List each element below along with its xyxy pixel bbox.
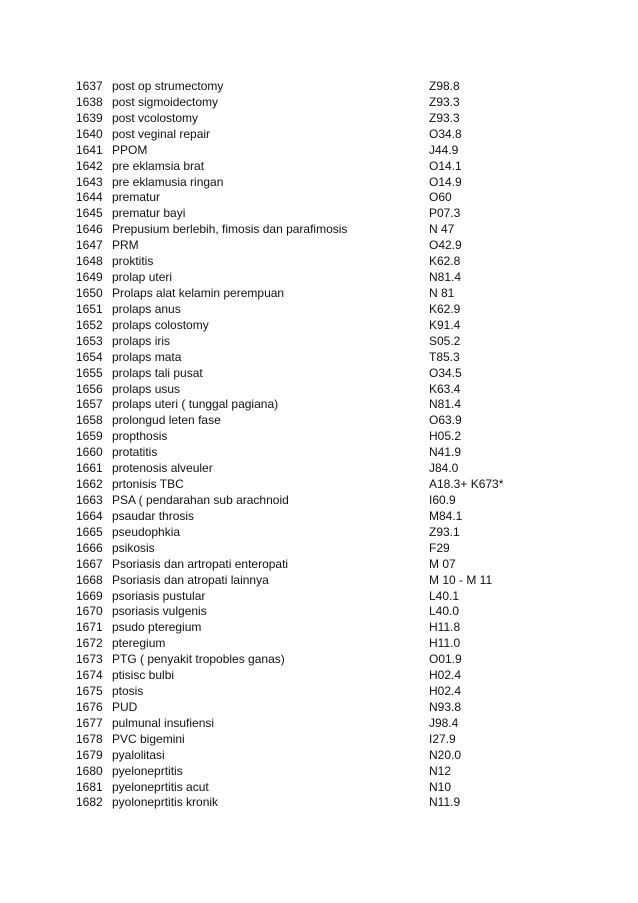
diagnosis-name: Prolaps alat kelamin perempuan (112, 285, 285, 300)
table-row (76, 382, 596, 398)
icd-code: N93.8 (429, 699, 462, 714)
row-number: 1644 (76, 190, 103, 205)
table-row (76, 413, 596, 429)
icd-code: O60 (429, 190, 452, 205)
diagnosis-name: post sigmoidectomy (112, 94, 219, 109)
row-number: 1675 (76, 684, 103, 699)
diagnosis-name: proktitis (112, 254, 154, 269)
diagnosis-name: prolaps mata (112, 349, 182, 364)
diagnosis-name: pre eklamusia ringan (112, 174, 224, 189)
diagnosis-name: protatitis (112, 445, 158, 460)
table-row (76, 573, 596, 589)
row-number: 1643 (76, 174, 103, 189)
table-row (76, 652, 596, 668)
icd-code: O14.1 (429, 158, 462, 173)
row-number: 1682 (76, 795, 103, 810)
icd-code: N10 (429, 779, 452, 794)
icd-code: T85.3 (429, 349, 460, 364)
icd-code: O42.9 (429, 238, 462, 253)
table-row (76, 222, 596, 238)
icd-code: K63.4 (429, 381, 461, 396)
table-row (76, 620, 596, 636)
row-number: 1641 (76, 142, 103, 157)
row-number: 1640 (76, 126, 103, 141)
table-row (76, 684, 596, 700)
table-row (76, 190, 596, 206)
diagnosis-name: pyalolitasi (112, 747, 165, 762)
icd-code: K62.9 (429, 301, 461, 316)
row-number: 1673 (76, 652, 103, 667)
row-number: 1666 (76, 540, 103, 555)
icd-code: N 81 (429, 285, 455, 300)
row-number: 1664 (76, 508, 103, 523)
diagnosis-name: pseudophkia (112, 524, 181, 539)
diagnosis-name: prtonisis TBC (112, 477, 184, 492)
row-number: 1672 (76, 636, 103, 651)
row-number: 1646 (76, 222, 103, 237)
diagnosis-name: psikosis (112, 540, 155, 555)
diagnosis-name: pyoloneprtitis kronik (112, 795, 219, 810)
table-row (76, 350, 596, 366)
icd-code: O34.5 (429, 365, 462, 380)
diagnosis-name: Prepusium berlebih, fimosis dan parafimosis (112, 222, 348, 237)
diagnosis-code-list (76, 79, 596, 811)
table-row (76, 254, 596, 270)
table-row (76, 334, 596, 350)
diagnosis-name: psaudar throsis (112, 508, 195, 523)
row-number: 1651 (76, 301, 103, 316)
icd-code: A18.3+ K673* (429, 477, 504, 492)
icd-code: H05.2 (429, 429, 462, 444)
table-row (76, 111, 596, 127)
table-row (76, 732, 596, 748)
table-row (76, 445, 596, 461)
icd-code: O01.9 (429, 652, 462, 667)
icd-code: K62.8 (429, 254, 461, 269)
row-number: 1660 (76, 445, 103, 460)
diagnosis-name: PPOM (112, 142, 148, 157)
table-row (76, 318, 596, 334)
icd-code: P07.3 (429, 206, 461, 221)
row-number: 1661 (76, 461, 103, 476)
row-number: 1639 (76, 110, 103, 125)
table-row (76, 557, 596, 573)
icd-code: J98.4 (429, 715, 459, 730)
diagnosis-name: psoriasis pustular (112, 588, 206, 603)
row-number: 1662 (76, 477, 103, 492)
table-row (76, 525, 596, 541)
row-number: 1669 (76, 588, 103, 603)
diagnosis-name: post vcolostomy (112, 110, 199, 125)
table-row (76, 541, 596, 557)
table-row (76, 159, 596, 175)
icd-code: F29 (429, 540, 450, 555)
icd-code: Z93.3 (429, 94, 460, 109)
diagnosis-name: prematur (112, 190, 161, 205)
icd-code: N81.4 (429, 397, 462, 412)
diagnosis-name: propthosis (112, 429, 168, 444)
icd-code: I27.9 (429, 731, 456, 746)
icd-code: H02.4 (429, 684, 462, 699)
icd-code: K91.4 (429, 317, 461, 332)
diagnosis-name: protenosis alveuler (112, 461, 213, 476)
diagnosis-name: PTG ( penyakit tropobles ganas) (112, 652, 285, 667)
icd-code: I60.9 (429, 492, 456, 507)
row-number: 1653 (76, 333, 103, 348)
row-number: 1668 (76, 572, 103, 587)
diagnosis-name: psudo pteregium (112, 620, 202, 635)
diagnosis-name: prolaps anus (112, 301, 181, 316)
diagnosis-name: prolaps uteri ( tunggal pagiana) (112, 397, 279, 412)
table-row (76, 604, 596, 620)
table-row (76, 764, 596, 780)
diagnosis-name: Psoriasis dan artropati enteropati (112, 556, 289, 571)
row-number: 1647 (76, 238, 103, 253)
table-row (76, 127, 596, 143)
table-row (76, 95, 596, 111)
icd-code: J44.9 (429, 142, 459, 157)
table-row (76, 795, 596, 811)
diagnosis-name: PUD (112, 699, 138, 714)
icd-code: H02.4 (429, 668, 462, 683)
diagnosis-name: prematur bayi (112, 206, 186, 221)
row-number: 1650 (76, 285, 103, 300)
table-row (76, 461, 596, 477)
diagnosis-name: prolaps usus (112, 381, 181, 396)
row-number: 1680 (76, 763, 103, 778)
table-row (76, 175, 596, 191)
row-number: 1679 (76, 747, 103, 762)
diagnosis-name: ptosis (112, 684, 144, 699)
table-row (76, 143, 596, 159)
table-row (76, 206, 596, 222)
table-row (76, 493, 596, 509)
table-row (76, 700, 596, 716)
table-row (76, 716, 596, 732)
icd-code: O63.9 (429, 413, 462, 428)
diagnosis-name: post op strumectomy (112, 79, 224, 93)
row-number: 1659 (76, 429, 103, 444)
table-row (76, 302, 596, 318)
table-row (76, 286, 596, 302)
icd-code: J84.0 (429, 461, 459, 476)
diagnosis-name: PSA ( pendarahan sub arachnoid (112, 492, 289, 507)
row-number: 1678 (76, 731, 103, 746)
icd-code: O34.8 (429, 126, 462, 141)
diagnosis-name: PRM (112, 238, 139, 253)
row-number: 1671 (76, 620, 103, 635)
table-row (76, 429, 596, 445)
diagnosis-name: PVC bigemini (112, 731, 185, 746)
icd-code: N11.9 (429, 795, 461, 810)
row-number: 1648 (76, 254, 103, 269)
icd-code: L40.0 (429, 604, 460, 619)
row-number: 1642 (76, 158, 103, 173)
icd-code: Z93.1 (429, 524, 460, 539)
icd-code: O14.9 (429, 174, 462, 189)
row-number: 1681 (76, 779, 103, 794)
icd-code: L40.1 (429, 588, 460, 603)
table-row (76, 748, 596, 764)
row-number: 1645 (76, 206, 103, 221)
row-number: 1656 (76, 381, 103, 396)
row-number: 1649 (76, 270, 103, 285)
icd-code: H11.8 (429, 620, 461, 635)
icd-code: M 07 (429, 556, 456, 571)
diagnosis-name: pyeloneprtitis acut (112, 779, 209, 794)
table-row (76, 589, 596, 605)
icd-code: N 47 (429, 222, 455, 237)
row-number: 1652 (76, 317, 103, 332)
icd-code: N20.0 (429, 747, 462, 762)
row-number: 1677 (76, 715, 103, 730)
diagnosis-name: ptisisc bulbi (112, 668, 175, 683)
table-row (76, 668, 596, 684)
row-number: 1655 (76, 365, 103, 380)
icd-code: H11.0 (429, 636, 461, 651)
row-number: 1657 (76, 397, 103, 412)
table-row (76, 238, 596, 254)
diagnosis-name: post veginal repair (112, 126, 211, 141)
diagnosis-name: psoriasis vulgenis (112, 604, 207, 619)
icd-code: S05.2 (429, 333, 461, 348)
table-row (76, 366, 596, 382)
table-row (76, 780, 596, 796)
row-number: 1674 (76, 668, 103, 683)
row-number: 1658 (76, 413, 103, 428)
diagnosis-name: pyeloneprtitis (112, 763, 183, 778)
diagnosis-name: pulmunal insufiensi (112, 715, 215, 730)
row-number: 1676 (76, 699, 103, 714)
icd-code: N12 (429, 763, 452, 778)
table-row (76, 477, 596, 493)
icd-code: N41.9 (429, 445, 462, 460)
diagnosis-name: prolaps iris (112, 333, 171, 348)
diagnosis-name: prolaps colostomy (112, 317, 209, 332)
diagnosis-name: prolap uteri (112, 270, 173, 285)
row-number: 1665 (76, 524, 103, 539)
row-number: 1670 (76, 604, 103, 619)
diagnosis-name: Psoriasis dan atropati lainnya (112, 572, 269, 587)
table-row (76, 509, 596, 525)
table-row (76, 79, 596, 95)
row-number: 1637 (76, 79, 103, 93)
table-row (76, 636, 596, 652)
row-number: 1654 (76, 349, 103, 364)
diagnosis-name: pteregium (112, 636, 166, 651)
icd-code: M 10 - M 11 (429, 572, 493, 587)
icd-code: Z93.3 (429, 110, 460, 125)
icd-code: Z98.8 (429, 79, 460, 93)
diagnosis-name: prolaps tali pusat (112, 365, 203, 380)
icd-code: N81.4 (429, 270, 462, 285)
icd-code: M84.1 (429, 508, 463, 523)
diagnosis-name: pre eklamsia brat (112, 158, 205, 173)
row-number: 1667 (76, 556, 103, 571)
row-number: 1638 (76, 94, 103, 109)
table-row (76, 397, 596, 413)
diagnosis-name: prolongud leten fase (112, 413, 221, 428)
row-number: 1663 (76, 492, 103, 507)
table-row (76, 270, 596, 286)
